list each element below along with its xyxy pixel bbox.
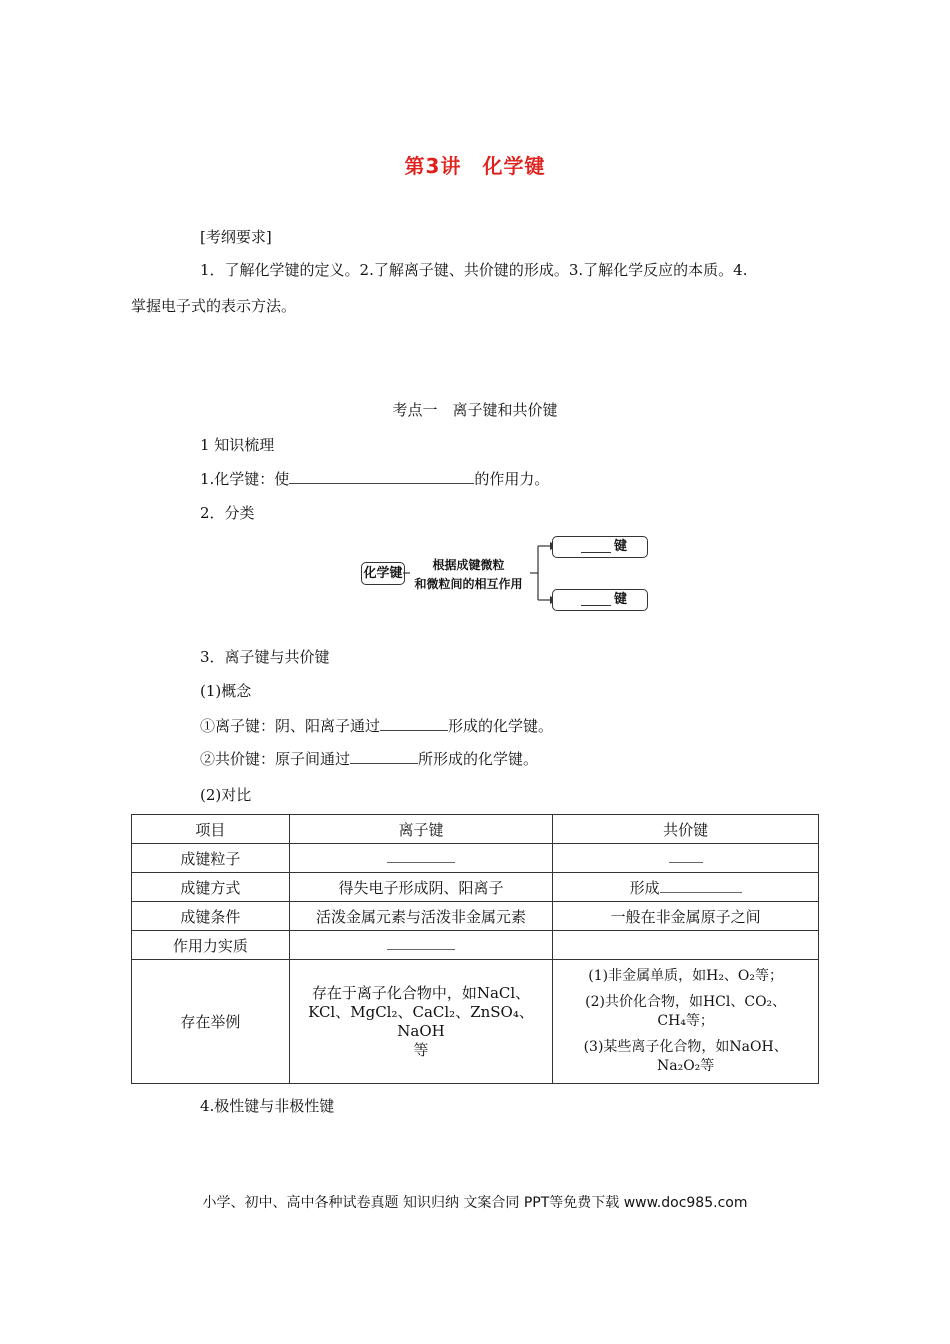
diagram-branch-top-blank xyxy=(581,552,611,553)
examples-covalent-1: (1)非金属单质，如H₂、O₂等； xyxy=(588,968,784,984)
covalent-definition-prefix: ②共价键：原子间通过 xyxy=(200,750,351,768)
page-title: 第3讲 化学键 xyxy=(404,154,546,178)
method-covalent xyxy=(553,873,819,902)
item-1-suffix: 的作用力。 xyxy=(474,470,550,488)
ionic-definition-blank xyxy=(380,716,448,731)
item-1-prefix: 1.化学键：使 xyxy=(200,470,290,488)
diagram-connector xyxy=(400,530,560,620)
diagram-branch-top-label: 键 xyxy=(614,539,628,554)
essence-ionic-blank xyxy=(289,931,553,960)
covalent-bond-definition xyxy=(200,748,538,769)
method-ionic: 得失电子形成阴、阳离子 xyxy=(289,873,553,902)
row-label-particles: 成键粒子 xyxy=(132,844,290,873)
examples-covalent-2b: CH₄等； xyxy=(657,1013,714,1029)
particles-ionic-blank xyxy=(289,844,553,873)
examples-ionic-line-2: KCl、MgCl₂、CaCl₂、ZnSO₄、NaOH xyxy=(308,1002,534,1040)
table-row xyxy=(132,844,819,873)
footer-text: 小学、初中、高中各种试卷真题 知识归纳 文案合同 PPT等免费下载 www.doc985.com xyxy=(202,1195,748,1211)
method-covalent-prefix: 形成 xyxy=(629,878,660,897)
table-row xyxy=(132,960,819,1084)
examples-ionic-line-3: 等 xyxy=(413,1040,429,1059)
table-row xyxy=(132,902,819,931)
requirements-line-1: 1．了解化学键的定义。2.了解离子键、共价键的形成。3.了解化学反应的本质。4. xyxy=(200,261,748,279)
diagram-branch-top xyxy=(552,536,648,558)
examples-covalent xyxy=(553,960,819,1084)
requirements-heading: [考纲要求] xyxy=(200,228,272,246)
diagram-root-label: 化学键 xyxy=(363,566,403,581)
table-row xyxy=(132,931,819,960)
row-label-essence: 作用力实质 xyxy=(132,931,290,960)
diagram-branch-bottom-blank xyxy=(581,605,611,606)
table-header-row xyxy=(132,815,819,844)
item-1 xyxy=(200,468,549,489)
covalent-definition-suffix: 所形成的化学键。 xyxy=(418,750,539,768)
row-label-examples: 存在举例 xyxy=(132,960,290,1084)
table-header-covalent: 共价键 xyxy=(553,815,819,844)
table-header-item: 项目 xyxy=(132,815,290,844)
item-4: 4.极性键与非极性键 xyxy=(200,1097,335,1115)
covalent-definition-blank xyxy=(350,749,418,764)
row-label-method: 成键方式 xyxy=(132,873,290,902)
table-row xyxy=(132,873,819,902)
method-covalent-blank xyxy=(660,880,742,893)
examples-ionic-line-1: 存在于离子化合物中，如NaCl、 xyxy=(311,983,531,1002)
diagram-criterion-line-2: 和微粒间的相互作用 xyxy=(414,577,523,591)
examples-covalent-3b: Na₂O₂等 xyxy=(657,1058,715,1074)
ionic-definition-prefix: ①离子键：阴、阳离子通过 xyxy=(200,717,381,735)
item-1-blank xyxy=(289,469,474,484)
concepts-sub-1: (1)概念 xyxy=(200,682,252,700)
row-label-condition: 成键条件 xyxy=(132,902,290,931)
diagram-root-box xyxy=(361,562,405,585)
examples-ionic xyxy=(289,960,553,1084)
diagram-branch-bottom-label: 键 xyxy=(614,592,628,607)
section-heading: 考点一 离子键和共价键 xyxy=(392,401,558,419)
essence-covalent-empty xyxy=(553,931,819,960)
concepts-sub-2: (2)对比 xyxy=(200,786,252,804)
diagram-branch-bottom xyxy=(552,589,648,611)
examples-covalent-2a: (2)共价化合物，如HCl、CO₂、 xyxy=(585,994,787,1010)
condition-covalent: 一般在非金属原子之间 xyxy=(553,902,819,931)
ionic-definition-suffix: 形成的化学键。 xyxy=(448,717,554,735)
particles-covalent-blank xyxy=(553,844,819,873)
ionic-bond-definition xyxy=(200,715,553,736)
comparison-table xyxy=(131,814,819,1084)
concepts-heading: 3．离子键与共价键 xyxy=(200,648,330,666)
item-2: 2．分类 xyxy=(200,504,255,522)
diagram-criterion-line-1: 根据成键微粒 xyxy=(432,558,505,572)
examples-covalent-3a: (3)某些离子化合物，如NaOH、 xyxy=(583,1039,788,1055)
requirements-line-2: 掌握电子式的表示方法。 xyxy=(131,297,297,315)
condition-ionic: 活泼金属元素与活泼非金属元素 xyxy=(289,902,553,931)
knowledge-subheading: 1 知识梳理 xyxy=(200,436,275,454)
table-header-ionic: 离子键 xyxy=(289,815,553,844)
